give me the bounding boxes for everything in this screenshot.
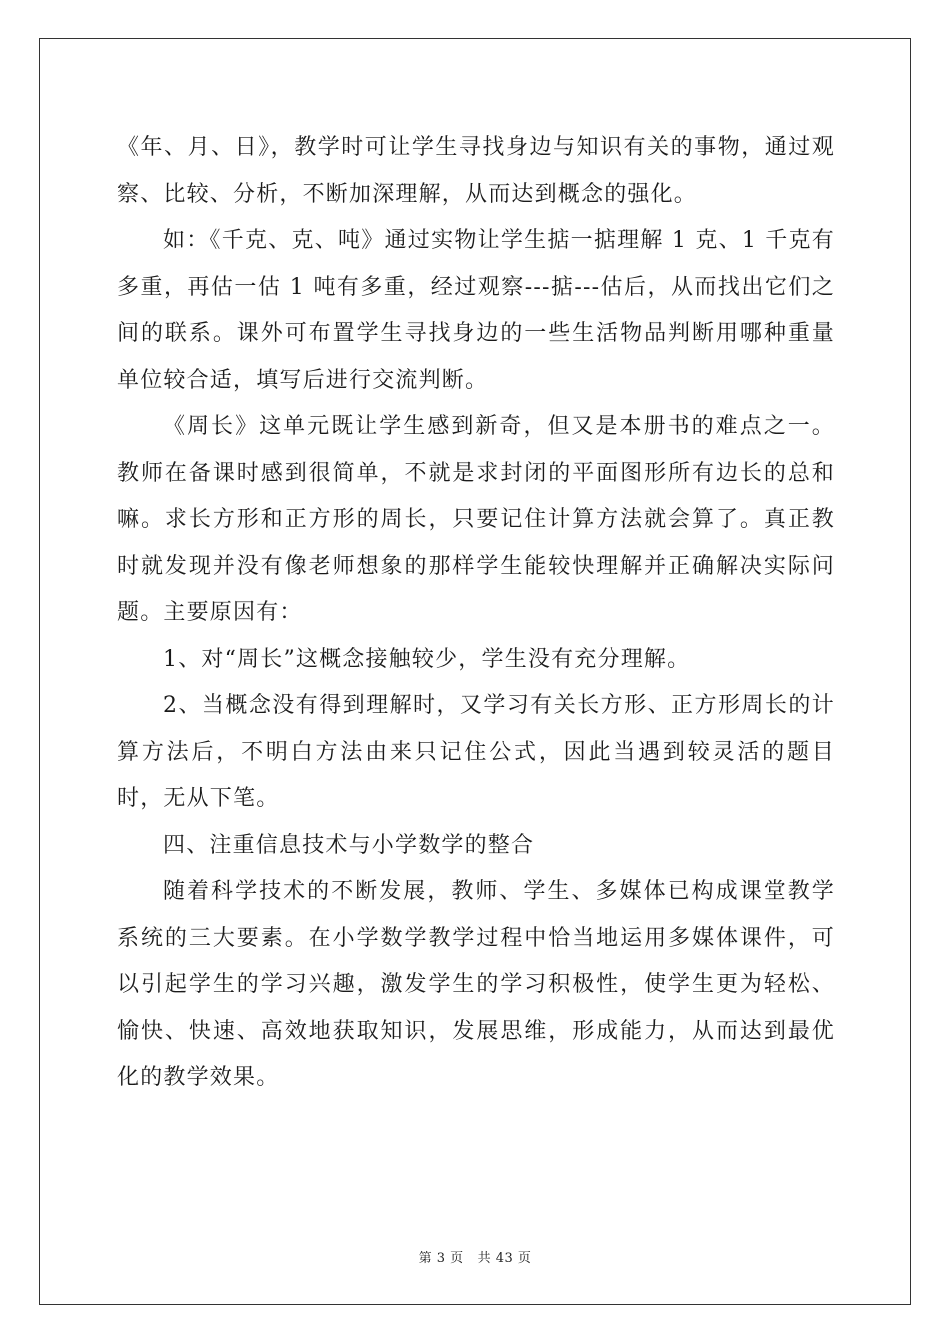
paragraph: 《周长》这单元既让学生感到新奇，但又是本册书的难点之一。教师在备课时感到很简单，不就是求封闭的平面图形所有边长的总和嘛。求长方形和正方形的周长，只要记住计算方法就会算了。真正教时就发现并没有像老师想象的那样学生能较快理解并正确解决实际问题。主要原因有： (117, 414, 835, 625)
page-footer (0, 1247, 950, 1266)
section-heading: 四、注重信息技术与小学数学的整合 (163, 832, 535, 858)
paragraph: 如：《千克、克、吨》通过实物让学生掂一掂理解 1 克、1 千克有多重，再估一估 1 吨有多重，经过观察---掂---估后，从而找出它们之间的联系。课外可布置学生寻找身边的一些生活物品判断用哪种重量单位较合适，填写后进行交流判断。 (117, 228, 835, 393)
paragraph: 《年、月、日》，教学时可让学生寻找身边与知识有关的事物，通过观察、比较、分析，不断加深理解，从而达到概念的强化。 (117, 135, 835, 207)
page-total: 共 43 页 (477, 1251, 532, 1266)
list-item: 1、对“周长”这概念接触较少，学生没有充分理解。 (163, 646, 691, 672)
page-number: 第 3 页 (418, 1251, 464, 1266)
document-body (117, 125, 835, 1102)
list-item: 2、当概念没有得到理解时，又学习有关长方形、正方形周长的计算方法后，不明白方法由来只记住公式，因此当遇到较灵活的题目时，无从下笔。 (117, 693, 835, 811)
paragraph: 随着科学技术的不断发展，教师、学生、多媒体已构成课堂教学系统的三大要素。在小学数学教学过程中恰当地运用多媒体课件，可以引起学生的学习兴趣，激发学生的学习积极性，使学生更为轻松、愉快、快速、高效地获取知识，发展思维，形成能力，从而达到最优化的教学效果。 (117, 879, 835, 1090)
